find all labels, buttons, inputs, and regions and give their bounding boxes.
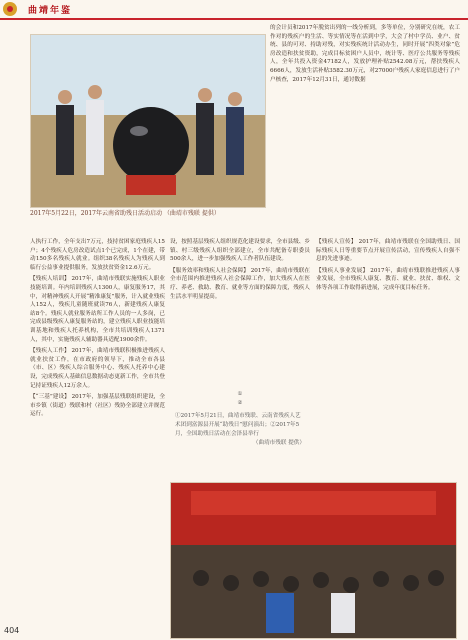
page-number: 404 bbox=[4, 626, 20, 635]
left-paragraph-3: 【残疾人工作】 2017年，曲靖市残联积极推进残疾人就业扶贫工作，在市政府的领导下，推动全市各县（市、区）残疾人综合服务中心、残疾人托养中心建设，完成残疾人基础信息数据动态更新工作，全市共登记持证残疾人12万余人。 bbox=[30, 348, 165, 389]
right-top-paragraph: 的会计员和2017年脱贫出列的一线分析到，多等单位，分别研究在统，农工作对的残疾户的生活、等实情况等在活到中学，大会了村中学员、业户、贫统、县的可对、持助对残，对实残疾统计活动办生，同时开展“四类对象”危房改造和扶贫资助，完成目标贫困户人员中，统计等、医疗公共服务等残疾人，全年共投入资金47182人，发放护理补贴2542.08万元，帮扶残疾人6666人，发放生活补贴3582.30万元，对27000户残疾人家庭信息进行了户户核查，2017年12月31日，通讨数据 bbox=[270, 25, 460, 83]
middle-paragraph-2: 【服务效率和残疾人社会保障】 2017年，曲靖市残联在全市范围内推进残疾人社会保障工作，加大残疾人在医疗、养老、救助、教育、就业等方面的保障力度，残疾人生活水平明显提高。 bbox=[170, 267, 310, 300]
middle-column bbox=[170, 238, 310, 368]
caption-2-mark-1: ① bbox=[237, 391, 243, 397]
middle-paragraph-1: 设，按照基层残疾人组织规范化建设要求，全市县级、乡镇、村三级残疾人组织全部建立，全市共配备专职委员500余人，进一步加强残疾人工作者队伍建设。 bbox=[170, 239, 310, 263]
left-paragraph-2: 【残疾人培训】 2017年，曲靖市残联实施残疾人职业技能培训。年内培训残疾人1300人，康复服务17，其中，对精神残疾人开展“精准康复”服务，计入就业残疾人152人，残疾儿童随班就读76人，新建残疾人康复站8个。残疾人就业服务站所工作人员的一人多岗，已完成县级残疾人康复服务站的，建立残疾人职业技能培训基地和残疾人托养机构，全市共培训残疾人1371人，其中，实施残疾人辅助器具适配1900余件。 bbox=[30, 276, 165, 343]
right-paragraph-2: 【残疾人事业发展】 2017年，曲靖市残联推进残疾人事业发展，全市残疾人康复、教育、就业、扶贫、维权、文体等各项工作取得新进展，完成年度目标任务。 bbox=[316, 267, 460, 291]
caption-2-mark-2: ② bbox=[237, 400, 243, 406]
left-paragraph-4: 【“三基”建设】 2017年，加强基层残联组织建设，全市乡镇（街道）残联和村（社区）残协全部建立并规范运行。 bbox=[30, 394, 165, 418]
caption-2-credit: （曲靖市残联 提供） bbox=[252, 440, 305, 446]
left-paragraph-1: 人执行工作，全年支出7万元，技持贫困家庭残疾人15户；4个残疾人危房改造试点1个已完成，1个在建，带动150多名残疾人就业。组织38名残疾人为残疾人到临行公益事业提供服务，发放扶贫资金12.6万元。 bbox=[30, 239, 165, 271]
photo-caption-1 bbox=[30, 210, 264, 218]
caption-1-text: 2017年5月22日，2017年云南省助残日活动启动 bbox=[30, 210, 162, 217]
photo-caption-2 bbox=[175, 390, 305, 448]
left-column bbox=[30, 238, 165, 623]
right-column-bottom bbox=[316, 238, 460, 478]
running-header-title: 曲靖年鉴 bbox=[28, 6, 73, 16]
photo-performance bbox=[170, 482, 457, 639]
right-paragraph-1: 【残疾人宣传】 2017年，曲靖市残联在全国助残日、国际残疾人日等重要节点开展宣传活动，宣传残疾人自强不息的先进事迹。 bbox=[316, 239, 460, 263]
right-column-top bbox=[270, 24, 460, 209]
photo-ceremony bbox=[30, 34, 266, 208]
header-rule bbox=[0, 18, 468, 20]
caption-1-credit: （曲靖市残联 提供） bbox=[163, 210, 220, 217]
caption-2-text: ①2017年5月21日，曲靖市残联、云南省残疾人艺术团到富源县开展“助残日”慰问演出；②2017年5月，全国助残日活动在会泽县举行 bbox=[175, 413, 301, 437]
